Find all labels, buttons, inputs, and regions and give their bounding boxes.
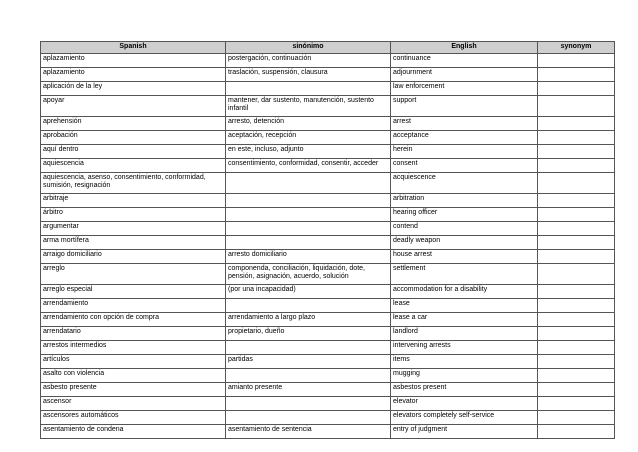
header-spanish: Spanish xyxy=(41,42,226,54)
cell-english: deadly weapon xyxy=(391,236,538,250)
cell-spanish: aquiescencia xyxy=(41,159,226,173)
cell-spanish: ascensor xyxy=(41,397,226,411)
cell-synonym xyxy=(538,117,615,131)
cell-english: arrest xyxy=(391,117,538,131)
cell-synonym xyxy=(538,131,615,145)
cell-synonym xyxy=(538,264,615,285)
cell-sinonimo xyxy=(226,208,391,222)
cell-english: accommodation for a disability xyxy=(391,285,538,299)
cell-spanish: arrestos intermedios xyxy=(41,341,226,355)
cell-english: landlord xyxy=(391,327,538,341)
cell-spanish: arma mortífera xyxy=(41,236,226,250)
table-row xyxy=(41,341,615,355)
cell-english: lease a car xyxy=(391,313,538,327)
cell-sinonimo: traslación, suspensión, clausura xyxy=(226,68,391,82)
cell-synonym xyxy=(538,208,615,222)
cell-spanish: aplicación de la ley xyxy=(41,82,226,96)
cell-english: items xyxy=(391,355,538,369)
cell-sinonimo xyxy=(226,341,391,355)
cell-spanish: aprehensión xyxy=(41,117,226,131)
cell-spanish: asentamiento de condena xyxy=(41,425,226,439)
cell-spanish: aquí dentro xyxy=(41,145,226,159)
table-row xyxy=(41,425,615,439)
cell-sinonimo xyxy=(226,397,391,411)
cell-spanish: ascensores automáticos xyxy=(41,411,226,425)
cell-spanish: aplazamiento xyxy=(41,54,226,68)
table-row xyxy=(41,159,615,173)
table-row xyxy=(41,397,615,411)
cell-english: mugging xyxy=(391,369,538,383)
cell-synonym xyxy=(538,411,615,425)
cell-spanish: asalto con violencia xyxy=(41,369,226,383)
cell-english: law enforcement xyxy=(391,82,538,96)
cell-sinonimo: propietario, dueño xyxy=(226,327,391,341)
table-row xyxy=(41,131,615,145)
table-row xyxy=(41,54,615,68)
table-row xyxy=(41,250,615,264)
cell-sinonimo: en este, incluso, adjunto xyxy=(226,145,391,159)
table-row xyxy=(41,208,615,222)
cell-synonym xyxy=(538,383,615,397)
cell-spanish: árbitro xyxy=(41,208,226,222)
table-row xyxy=(41,355,615,369)
table-row xyxy=(41,173,615,194)
cell-synonym xyxy=(538,397,615,411)
cell-sinonimo xyxy=(226,173,391,194)
cell-sinonimo xyxy=(226,369,391,383)
table-row xyxy=(41,285,615,299)
cell-english: elevator xyxy=(391,397,538,411)
cell-synonym xyxy=(538,194,615,208)
cell-synonym xyxy=(538,355,615,369)
cell-english: contend xyxy=(391,222,538,236)
cell-spanish: asbesto presente xyxy=(41,383,226,397)
cell-sinonimo xyxy=(226,194,391,208)
cell-synonym xyxy=(538,285,615,299)
header-synonym: synonym xyxy=(538,42,615,54)
cell-sinonimo: arresto, detención xyxy=(226,117,391,131)
cell-english: acceptance xyxy=(391,131,538,145)
cell-english: continuance xyxy=(391,54,538,68)
cell-synonym xyxy=(538,222,615,236)
cell-sinonimo: consentimiento, conformidad, consentir, acceder xyxy=(226,159,391,173)
cell-spanish: arbitraje xyxy=(41,194,226,208)
cell-english: arbitration xyxy=(391,194,538,208)
cell-synonym xyxy=(538,299,615,313)
cell-synonym xyxy=(538,145,615,159)
cell-english: entry of judgment xyxy=(391,425,538,439)
cell-spanish: arrendamiento con opción de compra xyxy=(41,313,226,327)
cell-spanish: arrendatario xyxy=(41,327,226,341)
cell-english: hearing officer xyxy=(391,208,538,222)
table-row xyxy=(41,383,615,397)
cell-synonym xyxy=(538,96,615,117)
table-row xyxy=(41,327,615,341)
cell-sinonimo: (por una incapacidad) xyxy=(226,285,391,299)
cell-spanish: apoyar xyxy=(41,96,226,117)
cell-english: house arrest xyxy=(391,250,538,264)
cell-sinonimo: partidas xyxy=(226,355,391,369)
cell-spanish: artículos xyxy=(41,355,226,369)
cell-english: elevators completely self-service xyxy=(391,411,538,425)
table-row xyxy=(41,82,615,96)
cell-spanish: arrendamiento xyxy=(41,299,226,313)
cell-sinonimo: arrendamiento a largo plazo xyxy=(226,313,391,327)
cell-synonym xyxy=(538,68,615,82)
table-row xyxy=(41,236,615,250)
cell-sinonimo xyxy=(226,222,391,236)
cell-spanish: arraigo domiciliario xyxy=(41,250,226,264)
cell-synonym xyxy=(538,173,615,194)
cell-sinonimo xyxy=(226,299,391,313)
cell-sinonimo: amianto presente xyxy=(226,383,391,397)
cell-english: consent xyxy=(391,159,538,173)
glossary-table xyxy=(40,41,615,439)
header-sinonimo: sinónimo xyxy=(226,42,391,54)
cell-english: intervening arrests xyxy=(391,341,538,355)
cell-sinonimo: componenda, conciliación, liquidación, dote, pensión, asignación, acuerdo, solución xyxy=(226,264,391,285)
cell-english: asbestos present xyxy=(391,383,538,397)
cell-synonym xyxy=(538,369,615,383)
cell-sinonimo xyxy=(226,411,391,425)
cell-english: herein xyxy=(391,145,538,159)
table-row xyxy=(41,264,615,285)
cell-synonym xyxy=(538,159,615,173)
cell-english: settlement xyxy=(391,264,538,285)
table-row xyxy=(41,194,615,208)
cell-sinonimo: asentamiento de sentencia xyxy=(226,425,391,439)
cell-sinonimo: aceptación, recepción xyxy=(226,131,391,145)
table-row xyxy=(41,313,615,327)
cell-spanish: argumentar xyxy=(41,222,226,236)
cell-sinonimo: arresto domiciliario xyxy=(226,250,391,264)
cell-spanish: aplazamiento xyxy=(41,68,226,82)
cell-spanish: aquiescencia, asenso, consentimiento, conformidad, sumisión, resignación xyxy=(41,173,226,194)
header-english: English xyxy=(391,42,538,54)
cell-english: adjournment xyxy=(391,68,538,82)
cell-spanish: aprobación xyxy=(41,131,226,145)
table-row xyxy=(41,299,615,313)
cell-spanish: arreglo xyxy=(41,264,226,285)
cell-sinonimo xyxy=(226,82,391,96)
table-row xyxy=(41,145,615,159)
cell-sinonimo: postergación, continuación xyxy=(226,54,391,68)
table-body xyxy=(41,54,615,439)
cell-synonym xyxy=(538,327,615,341)
cell-synonym xyxy=(538,236,615,250)
cell-synonym xyxy=(538,425,615,439)
cell-english: acquiescence xyxy=(391,173,538,194)
cell-english: support xyxy=(391,96,538,117)
cell-synonym xyxy=(538,82,615,96)
cell-sinonimo xyxy=(226,236,391,250)
table-row xyxy=(41,96,615,117)
table-row xyxy=(41,68,615,82)
cell-synonym xyxy=(538,313,615,327)
cell-spanish: arreglo especial xyxy=(41,285,226,299)
header-row xyxy=(41,42,615,54)
cell-synonym xyxy=(538,54,615,68)
table-row xyxy=(41,117,615,131)
cell-synonym xyxy=(538,250,615,264)
table-row xyxy=(41,411,615,425)
table-row xyxy=(41,222,615,236)
cell-english: lease xyxy=(391,299,538,313)
table-row xyxy=(41,369,615,383)
cell-synonym xyxy=(538,341,615,355)
cell-sinonimo: mantener, dar sustento, manutención, sustento infantil xyxy=(226,96,391,117)
